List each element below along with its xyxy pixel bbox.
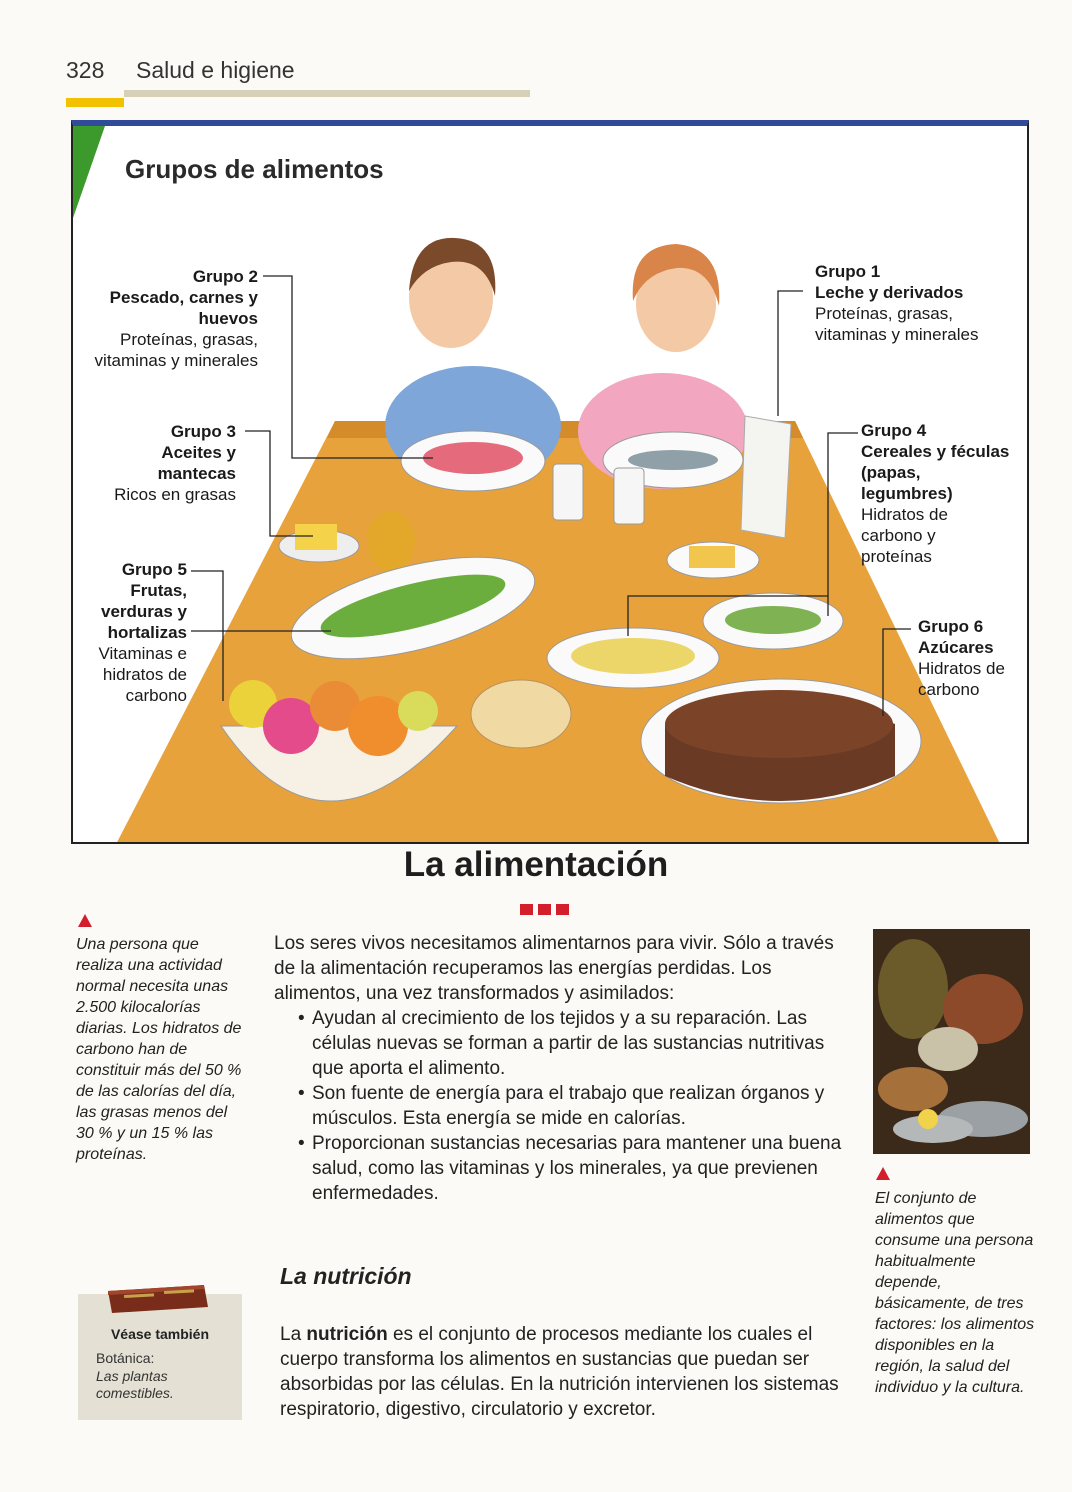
list-item: • Son fuente de energía para el trabajo que realizan órganos y músculos. Esta energía se mide en calorías.	[294, 1081, 844, 1131]
side-note-calories: Una persona que realiza una actividad normal necesita unas 2.500 kilocalorías diarias. Los hidratos de carbono han de constituir más del 50 % de las calorías del día, las grasas menos del 30 % y un 15 % las proteínas.	[76, 936, 242, 1163]
intro-paragraph: Los seres vivos necesitamos alimentarnos para vivir. Sólo a través de la alimentación recuperamos las energías perdidas. Los alimentos, una vez transformados y asimilados:	[274, 933, 834, 1004]
group-6-desc: Hidratos de carbono	[918, 659, 1005, 699]
see-also-heading: Véase también	[110, 1326, 210, 1342]
group-1-title: Leche y derivados	[815, 283, 964, 302]
header-accent-bar	[66, 98, 124, 107]
group-5-title: Frutas, verduras y hortalizas	[101, 581, 187, 642]
group-5-desc: Vitaminas e hidratos de carbono	[98, 644, 187, 705]
nutrition-text-start: La	[280, 1324, 307, 1345]
group-1-desc: Proteínas, grasas, vitaminas y minerales	[815, 304, 979, 344]
group-4-title: Cereales y féculas (papas, legumbres)	[861, 442, 1010, 503]
group-3-name: Grupo 3	[170, 422, 236, 441]
nutrition-term: nutrición	[306, 1324, 388, 1345]
note-triangle-icon	[78, 914, 92, 927]
group-1-name: Grupo 1	[815, 262, 881, 281]
photo-caption: El conjunto de alimentos que consume una persona habitualmente depende, básicamente, de tres factores: los alimentos disponibles en la región, la salud del individuo y la cultura.	[875, 1190, 1035, 1396]
page-number: 328	[66, 57, 105, 83]
main-title: La alimentación	[403, 845, 669, 884]
see-also-link[interactable]: Las plantas comestibles.	[96, 1368, 174, 1401]
caption-triangle-icon	[876, 1167, 890, 1180]
group-6-title: Azúcares	[918, 638, 994, 657]
group-4-desc: Hidratos de carbono y proteínas	[861, 505, 948, 566]
group-6-label	[918, 616, 1023, 700]
group-2-name: Grupo 2	[192, 267, 258, 286]
header-rule	[124, 90, 530, 97]
nutrition-text-rest: es el conjunto de procesos mediante los cuales el cuerpo transforma los alimentos en sustancias que puedan ser absorbidas por las células. En la nutrición intervienen los sistemas respiratorio, digestivo, circulatorio y excretor.	[280, 1324, 839, 1420]
group-4-label	[861, 420, 1011, 567]
group-5-name: Grupo 5	[121, 560, 187, 579]
group-6-name: Grupo 6	[918, 617, 984, 636]
title-ornament-square	[556, 904, 569, 915]
list-item: • Ayudan al crecimiento de los tejidos y a su reparación. Las células nuevas se forman a partir de las sustancias nutritivas que aporta el alimento.	[294, 1006, 844, 1081]
book-icon	[104, 1281, 210, 1315]
see-also-topic: Botánica:	[96, 1350, 155, 1366]
food-groups-illustration	[71, 120, 1029, 844]
group-3-title: Aceites y mantecas	[157, 443, 236, 483]
section-title: Salud e higiene	[136, 57, 295, 83]
title-ornament-square	[538, 904, 551, 915]
group-3-label	[83, 421, 236, 505]
food-photo	[873, 929, 1030, 1154]
group-2-label	[83, 266, 258, 371]
group-1-label	[815, 261, 1011, 345]
list-item: • Proporcionan sustancias necesarias para mantener una buena salud, como las vitaminas y los minerales, ya que previenen enfermedades.	[294, 1131, 844, 1206]
group-3-desc: Ricos en grasas	[114, 485, 236, 504]
group-2-title: Pescado, carnes y huevos	[109, 288, 258, 328]
group-2-desc: Proteínas, grasas, vitaminas y minerales	[94, 330, 258, 370]
group-4-name: Grupo 4	[861, 421, 927, 440]
functions-list	[294, 1006, 844, 1206]
nutrition-paragraph	[280, 1322, 846, 1422]
illustration-title: Grupos de alimentos	[125, 154, 384, 184]
title-ornament-square	[520, 904, 533, 915]
nutrition-heading: La nutrición	[280, 1263, 412, 1289]
group-5-label	[73, 559, 187, 706]
